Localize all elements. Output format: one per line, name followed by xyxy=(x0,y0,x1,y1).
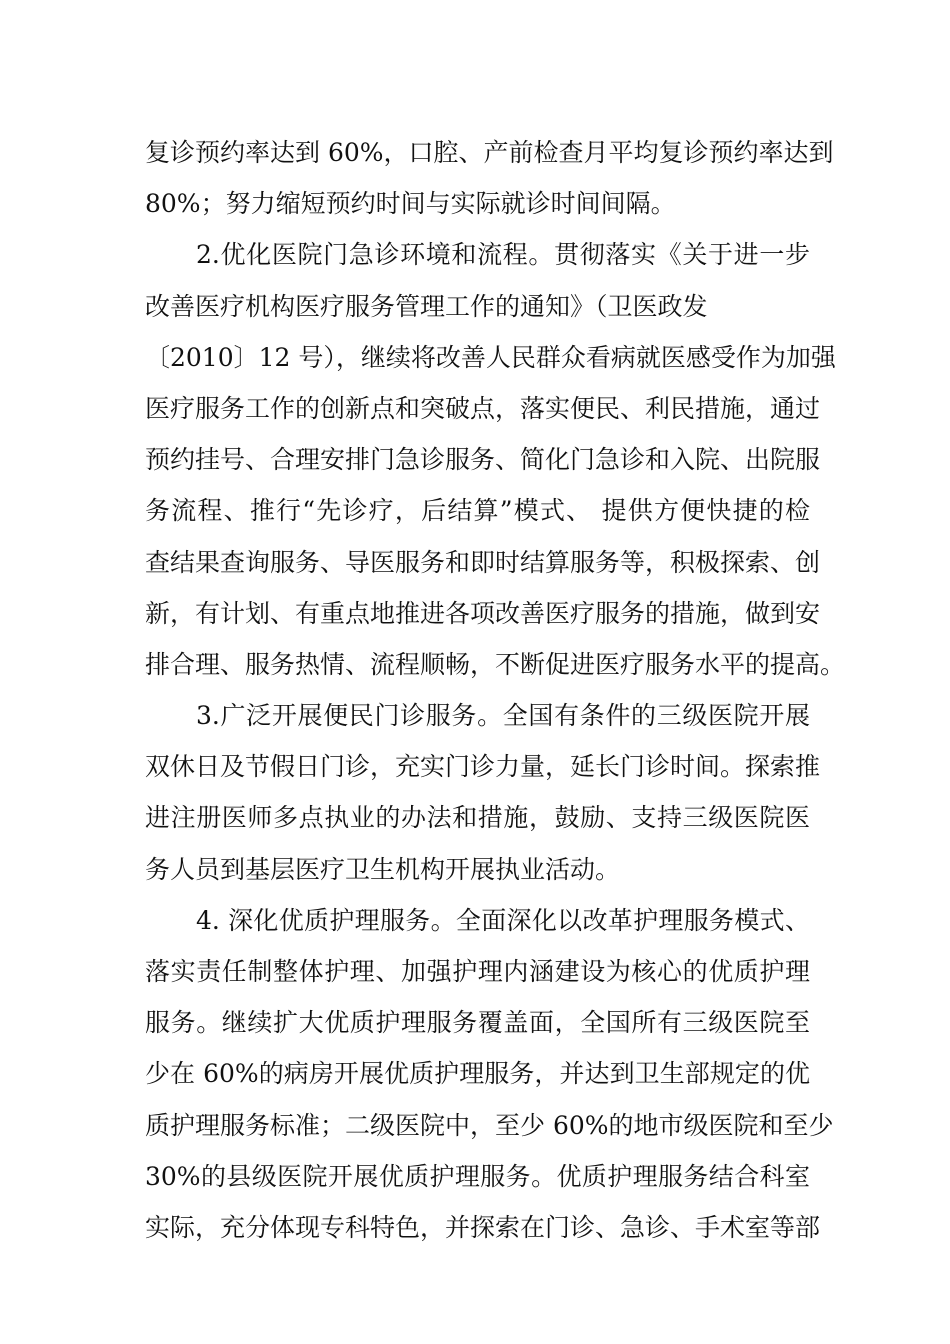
text-line: 2.优化医院门急诊环境和流程。贯彻落实《关于进一步 xyxy=(196,240,810,270)
text-line: 服务。继续扩大优质护理服务覆盖面，全国所有三级医院至 xyxy=(145,1008,810,1038)
text-line: 务流程、推行“先诊疗，后结算”模式、 提供方便快捷的检 xyxy=(145,496,810,526)
text-line: 80%；努力缩短预约时间与实际就诊时间间隔。 xyxy=(145,189,676,219)
text-line: 〔2010〕12 号），继续将改善人民群众看病就医感受作为加强 xyxy=(145,342,836,372)
text-line: 质护理服务标准；二级医院中，至少 60%的地市级医院和至少 xyxy=(145,1110,834,1140)
text-line: 落实责任制整体护理、加强护理内涵建设为核心的优质护理 xyxy=(145,957,810,986)
text-line: 双休日及节假日门诊，充实门诊力量，延长门诊时间。探索推 xyxy=(145,752,821,782)
text-line: 新，有计划、有重点地推进各项改善医疗服务的措施，做到安 xyxy=(145,598,821,628)
text-line: 进注册医师多点执业的办法和措施，鼓励、支持三级医院医 xyxy=(145,803,810,833)
text-line: 实际，充分体现专科特色，并探索在门诊、急诊、手术室等部 xyxy=(145,1212,821,1242)
text-line: 4. 深化优质护理服务。全面深化以改革护理服务模式、 xyxy=(196,905,810,935)
text-line: 复诊预约率达到 60%，口腔、产前检查月平均复诊预约率达到 xyxy=(145,138,834,167)
text-line: 查结果查询服务、导医服务和即时结算服务等，积极探索、创 xyxy=(145,547,821,577)
text-line: 3.广泛开展便民门诊服务。全国有条件的三级医院开展 xyxy=(196,701,810,731)
text-line: 医疗服务工作的创新点和突破点，落实便民、利民措施，通过 xyxy=(145,393,821,423)
text-line: 30%的县级医院开展优质护理服务。优质护理服务结合科室 xyxy=(145,1161,810,1191)
text-line: 务人员到基层医疗卫生机构开展执业活动。 xyxy=(145,854,621,884)
text-line: 预约挂号、合理安排门急诊服务、简化门急诊和入院、出院服 xyxy=(145,445,821,475)
text-line: 少在 60%的病房开展优质护理服务，并达到卫生部规定的优 xyxy=(145,1059,810,1089)
text-line: 排合理、服务热情、流程顺畅，不断促进医疗服务水平的提高。 xyxy=(145,649,846,679)
text-line: 改善医疗机构医疗服务管理工作的通知》（卫医政发 xyxy=(145,291,708,321)
body-text xyxy=(145,127,846,1253)
